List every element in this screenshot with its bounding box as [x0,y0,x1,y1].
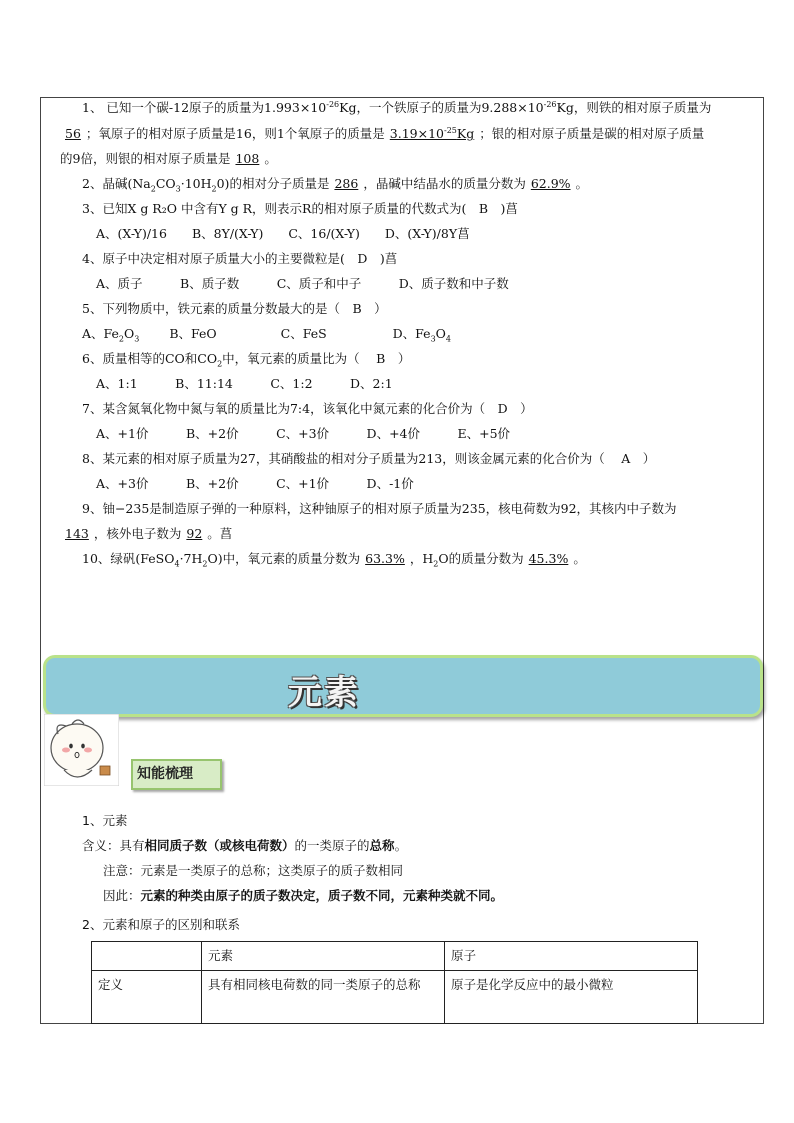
banner-title: 元素 [288,673,360,713]
question-2: 2、晶碱$(Na_2CO_3\cdot 10H_20)$的相对分子质量是 286 ，晶碱中结晶水的质量分数为 62.9% 。 [82,176,589,194]
section-2-heading: 2、元素和原子的区别和联系 [82,917,240,932]
answer-blank: 63.3% [365,551,405,566]
table-header-cell [92,942,202,971]
question-4-options: A、质子 B、质子数 C、质子和中子 D、质子数和中子数 [96,276,509,291]
question-8: 8、某元素的相对原子质量为27，其硝酸盐的相对分子质量为213，则该金属元素的化合价为（ A ） [82,451,656,466]
table-header-row [92,942,698,971]
table-row [92,971,698,1024]
answer-blank: 92 [186,526,203,541]
mascot-icon [44,714,119,786]
question-3-options: A、(X-Y)/16 B、8Y/(X-Y) C、16/(X-Y) D、(X-Y)/8Y菖 [96,226,470,241]
question-5-options: A、$Fe_2O_3$ B、FeO C、FeS D、$Fe_3O_4$ [82,326,452,344]
answer-blank: 62.9% [530,176,571,191]
table-cell: 原子是化学反应中的最小微粒 [445,971,698,1024]
question-5: 5、下列物质中，铁元素的质量分数最大的是（ B ） [82,301,387,316]
answer-blank: 56 [65,126,81,141]
table-header-cell: 原子 [445,942,698,971]
question-1-line-2: 56 ；氧原子的相对原子质量是16，则1个氧原子的质量是 $3.19\times 10^{-25}Kg$ ；银的相对原子质量是碳的相对原子质量 [60,126,704,142]
section-tab: 知能梳理 [131,759,222,790]
question-8-options: A、+3价 B、+2价 C、+1价 D、-1价 [96,476,414,491]
table-cell: 具有相同核电荷数的同一类原子的总称 [202,971,445,1024]
question-1-line-3: 的9倍，则银的相对原子质量是 108 。 [60,151,277,166]
answer-blank: 45.3% [528,551,569,566]
question-3: 3、已知X g R₂O 中含有Y g R，则表示R的相对原子质量的代数式为( B )菖 [82,201,518,216]
therefore-line: 因此：元素的种类由原子的质子数决定，质子数不同，元素种类就不同。 [103,888,504,903]
question-6: 6、质量相等的CO和$CO_2$中，氧元素的质量比为（ B ） [82,351,411,369]
question-9-line-1: 9、铀−235是制造原子弹的一种原料，这种铀原子的相对原子质量为235，核电荷数为92，其核内中子数为 [82,501,677,516]
question-6-options: A、1:1 B、11:14 C、1:2 D、2:1 [96,376,393,391]
table-header-cell: 元素 [202,942,445,971]
answer-blank: 108 [235,151,260,166]
section-1-heading: 1、元素 [82,813,128,828]
comparison-table [91,941,698,1024]
question-7-options: A、+1价 B、+2价 C、+3价 D、+4价 E、+5价 [96,426,511,441]
question-10: 10、绿矾$(FeSO_4\cdot 7H_2O)$中，氧元素的质量分数为 63.3% ，$H_2O$的质量分数为 45.3% 。 [82,551,586,569]
answer-blank: $3.19\times 10^{-25}Kg$ [389,125,475,141]
definition-line: 含义：具有相同质子数（或核电荷数）的一类原子的总称。 [82,838,408,853]
question-7: 7、某含氮氧化物中氮与氧的质量比为7:4，该氧化中氮元素的化合价为（ D ） [82,401,533,416]
section-banner [43,655,763,717]
question-1-line-1: 1、 已知一个碳-12原子的质量为$1.993\times 10^{-26}Kg$，一个铁原子的质量为$9.288\times 10^{-26}Kg$，则铁的相对原子质量为 [82,99,712,115]
question-4: 4、原子中决定相对原子质量大小的主要微粒是( D )菖 [82,251,398,266]
question-9-line-2: 143 ，核外电子数为 92 。菖 [60,526,232,542]
answer-blank: 143 [65,526,89,541]
note-line: 注意：元素是一类原子的总称；这类原子的质子数相同 [103,863,404,878]
answer-blank: 286 [334,176,359,191]
table-cell: 定义 [92,971,202,1024]
